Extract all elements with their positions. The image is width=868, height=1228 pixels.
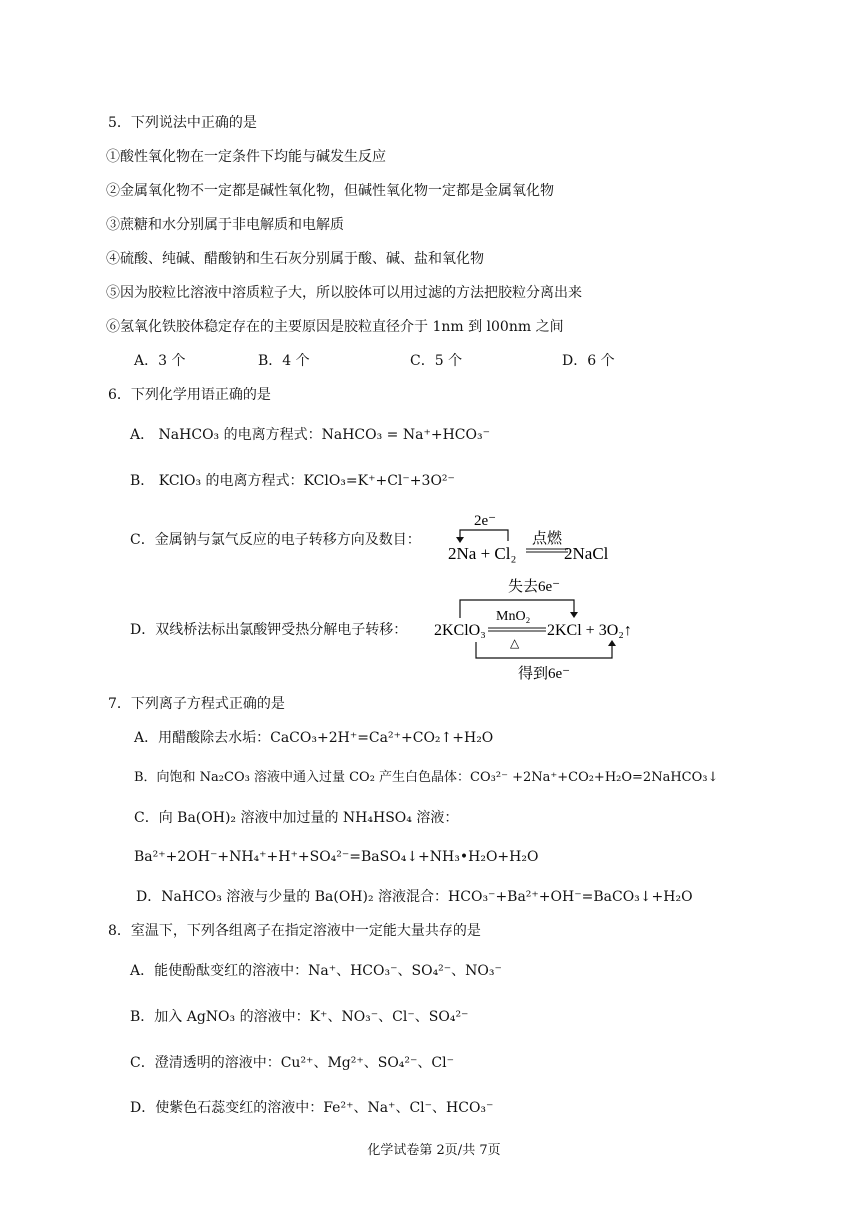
q6c-reaction-diagram: [440, 505, 630, 565]
q5-option-c: C．5 个: [410, 353, 463, 369]
page-footer: 化学试卷第 2页/共 7页: [367, 1143, 501, 1158]
q8-option-c: C．澄清透明的溶液中：Cu²⁺、Mg²⁺、SO₄²⁻、Cl⁻: [130, 1055, 455, 1071]
q5-stem: 5．下列说法中正确的是: [108, 115, 257, 131]
q6-option-b: B． KClO₃ 的电离方程式：KClO₃=K⁺+Cl⁻+3O²⁻: [130, 473, 455, 489]
q8-option-d: D．使紫色石蕊变红的溶液中：Fe²⁺、Na⁺、Cl⁻、HCO₃⁻: [130, 1100, 494, 1116]
q7-option-a: A．用醋酸除去水垢：CaCO₃+2H⁺=Ca²⁺+CO₂↑+H₂O: [134, 730, 494, 746]
q5-item-2: ②金属氧化物不一定都是碱性氧化物，但碱性氧化物一定都是金属氧化物: [106, 183, 554, 199]
q7-option-c: C．向 Ba(OH)₂ 溶液中加过量的 NH₄HSO₄ 溶液：: [134, 810, 459, 826]
q6-option-d-text: D．双线桥法标出氯酸钾受热分解电子转移：: [130, 622, 408, 638]
q5-option-a: A．3 个: [134, 353, 186, 369]
q6d-heat: △: [510, 636, 520, 650]
q6d-gain: 得到6e⁻: [518, 666, 571, 682]
q6d-double-bridge-diagram: [428, 572, 648, 684]
q5-item-5: ⑤因为胶粒比溶液中溶质粒子大，所以胶体可以用过滤的方法把胶粒分离出来: [106, 285, 582, 301]
q5-item-4: ④硫酸、纯碱、醋酸钠和生石灰分别属于酸、碱、盐和氧化物: [106, 251, 484, 267]
q8-stem: 8．室温下，下列各组离子在指定溶液中一定能大量共存的是: [108, 923, 481, 939]
q6c-electrons: 2e⁻: [474, 513, 497, 529]
q6c-condition: 点燃: [532, 531, 563, 547]
q6d-left: 2KClO₃: [434, 622, 486, 639]
q6d-catalyst: MnO₂: [496, 609, 531, 624]
q7-stem: 7．下列离子方程式正确的是: [108, 696, 285, 712]
q6c-left: 2Na + Cl₂: [448, 544, 517, 563]
q6c-right: 2NaCl: [564, 544, 609, 563]
q6-stem: 6．下列化学用语正确的是: [108, 387, 271, 403]
q8-option-b: B．加入 AgNO₃ 的溶液中：K⁺、NO₃⁻、Cl⁻、SO₄²⁻: [130, 1009, 469, 1025]
q7-option-b: B．向饱和 Na₂CO₃ 溶液中通入过量 CO₂ 产生白色晶体：CO₃²⁻ +2Na⁺+CO₂+H₂O=2NaHCO₃↓: [134, 770, 719, 785]
q5-option-d: D．6 个: [562, 353, 615, 369]
q5-item-1: ①酸性氧化物在一定条件下均能与碱发生反应: [106, 149, 386, 165]
q6d-right: 2KCl + 3O₂↑: [547, 622, 632, 639]
q6d-lose: 失去6e⁻: [508, 579, 561, 595]
q6-option-a: A． NaHCO₃ 的电离方程式：NaHCO₃ = Na⁺+HCO₃⁻: [130, 427, 490, 443]
q7-option-d: D．NaHCO₃ 溶液与少量的 Ba(OH)₂ 溶液混合：HCO₃⁻+Ba²⁺+OH⁻=BaCO₃↓+H₂O: [136, 889, 693, 905]
q5-option-b: B．4 个: [258, 353, 310, 369]
q5-item-3: ③蔗糖和水分别属于非电解质和电解质: [106, 217, 344, 233]
q8-option-a: A．能使酚酞变红的溶液中：Na⁺、HCO₃⁻、SO₄²⁻、NO₃⁻: [130, 963, 502, 979]
q6-option-c-text: C．金属钠与氯气反应的电子转移方向及数目：: [130, 532, 421, 548]
q7-option-c-equation: Ba²⁺+2OH⁻+NH₄⁺+H⁺+SO₄²⁻=BaSO₄↓+NH₃•H₂O+H₂O: [134, 849, 539, 865]
q5-item-6: ⑥氢氧化铁胶体稳定存在的主要原因是胶粒直径介于 1nm 到 l00nm 之间: [106, 319, 564, 335]
